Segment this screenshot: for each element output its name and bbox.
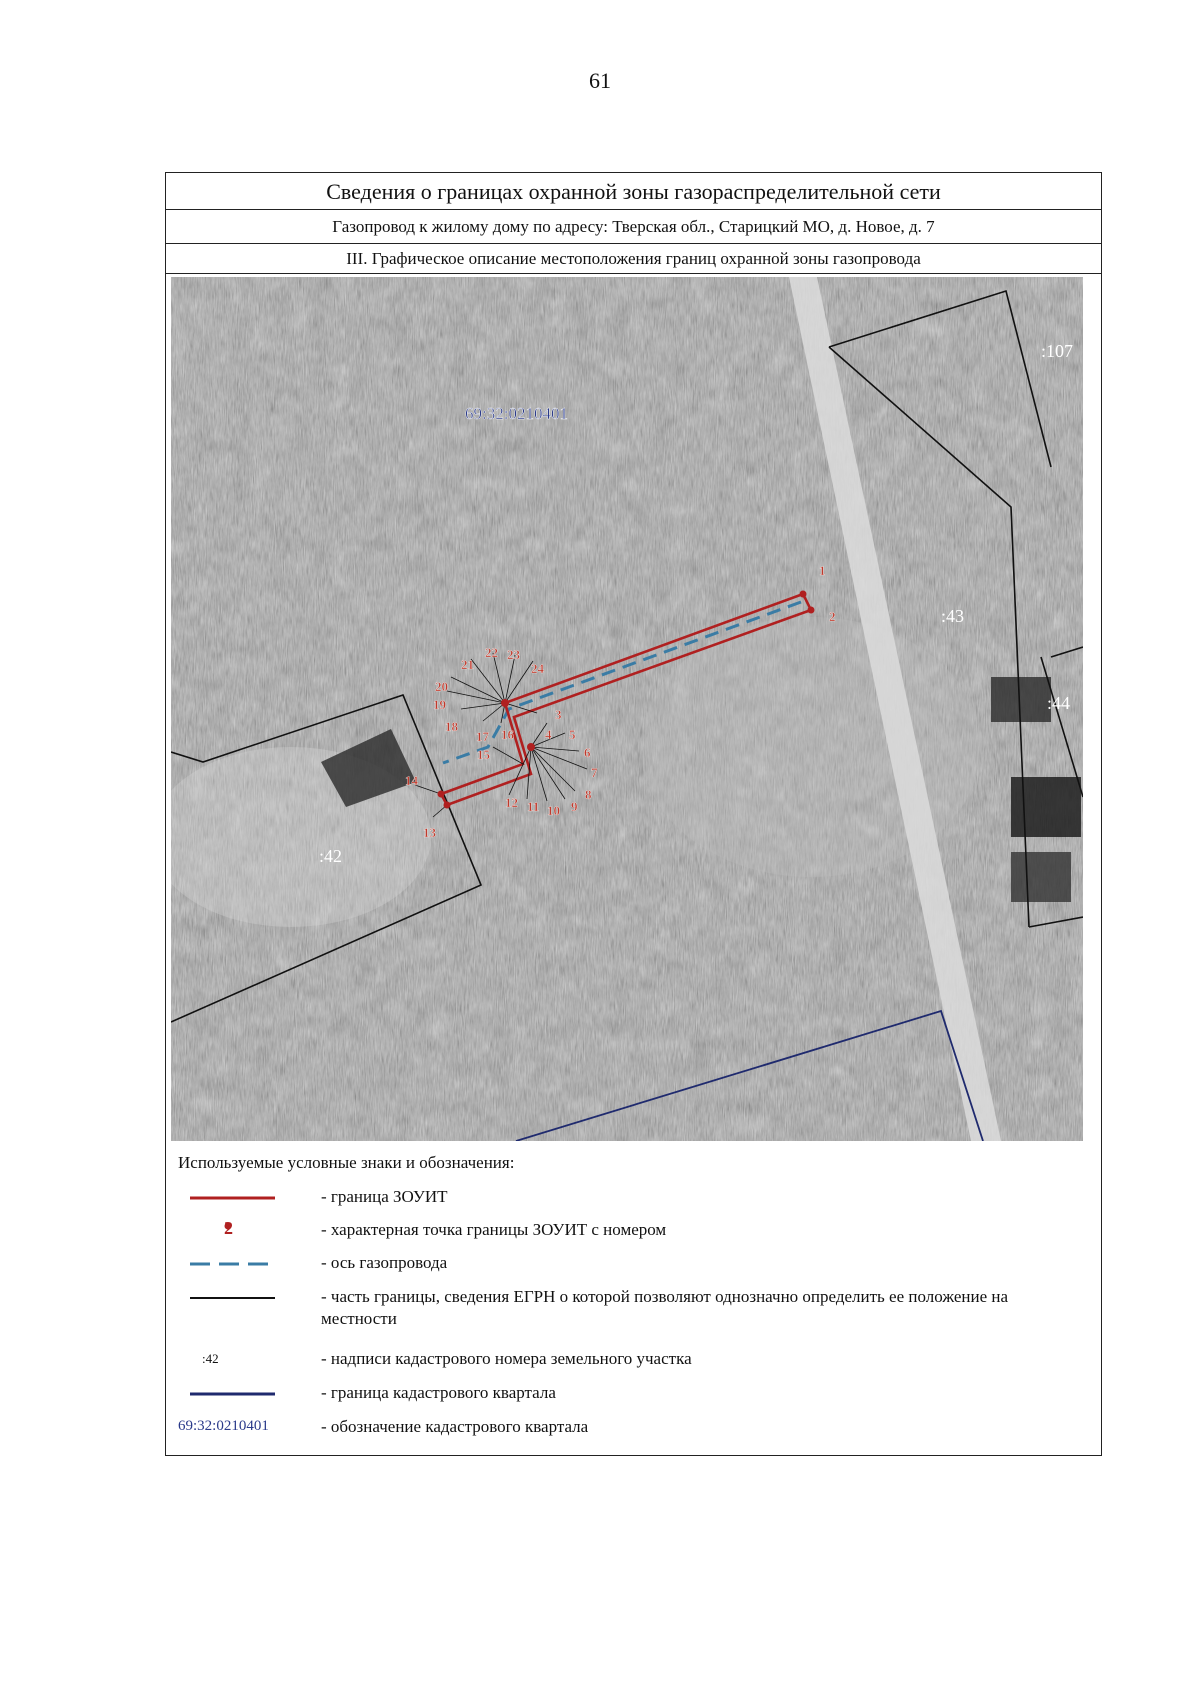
point-label: 1	[819, 563, 826, 578]
legend-item-parcel-label	[166, 1345, 1101, 1375]
legend-item-quarter-label	[166, 1413, 1101, 1443]
point-label: 12	[505, 795, 518, 810]
document-title: Сведения о границах охранной зоны газораспределительной сети	[166, 173, 1101, 210]
legend-item-pipe-axis	[166, 1249, 1101, 1279]
building	[1011, 777, 1081, 837]
info-frame	[165, 172, 1102, 1456]
navy-line-symbol	[178, 1379, 288, 1409]
legend-item-egrn-boundary	[166, 1283, 1101, 1331]
point-label: 3	[555, 707, 562, 722]
blue-dashed-line-symbol	[178, 1249, 288, 1279]
point-label: 20	[435, 679, 448, 694]
point-label: 9	[571, 799, 578, 814]
parcel-label-43: :43	[941, 606, 965, 626]
red-line-symbol	[178, 1183, 288, 1213]
point-label: 7	[591, 765, 598, 780]
parcel-label-44: :44	[1047, 693, 1071, 713]
point-label: 14	[405, 773, 418, 788]
legend-text: - надписи кадастрового номера земельного участка	[321, 1349, 692, 1368]
map-canvas	[171, 277, 1083, 1141]
legend-text: - ось газопровода	[321, 1253, 448, 1272]
quarter-label-symbol: 69:32:0210401	[178, 1418, 269, 1434]
section-heading: III. Графическое описание местоположения границ охранной зоны газопровода	[166, 244, 1101, 274]
building	[991, 677, 1051, 722]
red-dot-symbol	[178, 1216, 288, 1246]
legend-text: - граница кадастрового квартала	[321, 1383, 556, 1402]
legend-title: Используемые условные знаки и обозначения:	[178, 1153, 515, 1172]
point-label: 2	[829, 609, 836, 624]
point-label: 10	[547, 803, 560, 818]
point-label: 19	[433, 697, 446, 712]
point-label: 18	[445, 719, 458, 734]
point-label: 11	[527, 799, 540, 814]
point-label: 5	[569, 727, 576, 742]
object-address: Газопровод к жилому дому по адресу: Тверская обл., Старицкий МО, д. Новое, д. 7	[166, 210, 1101, 244]
legend-text: - обозначение кадастрового квартала	[321, 1417, 589, 1436]
legend-text: - граница ЗОУИТ	[321, 1187, 448, 1206]
point-label: 21	[461, 657, 474, 672]
building	[1011, 852, 1071, 902]
legend-item-boundary-point	[166, 1216, 1101, 1246]
parcel-label-symbol: :42	[202, 1351, 219, 1366]
legend-item-zone-boundary	[166, 1183, 1101, 1213]
parcel-label-42: :42	[319, 846, 343, 866]
aerial-map[interactable]	[171, 277, 1083, 1141]
point-label: 8	[585, 787, 592, 802]
page-number: 61	[589, 68, 611, 93]
point-label: 17	[476, 729, 489, 744]
quarter-label: 69:32:0210401	[465, 404, 568, 423]
point-label: 23	[507, 647, 520, 662]
point-label: 16	[501, 727, 514, 742]
black-line-symbol	[178, 1283, 288, 1313]
point-symbol-label: 2	[224, 1218, 233, 1238]
point-label: 22	[485, 645, 498, 660]
point-label: 24	[531, 661, 544, 676]
point-label: 6	[584, 745, 591, 760]
legend-text: - характерная точка границы ЗОУИТ с номером	[321, 1220, 667, 1239]
point-label: 13	[423, 825, 436, 840]
point-label: 4	[545, 727, 552, 742]
legend-item-quarter-boundary	[166, 1379, 1101, 1409]
legend-text: - часть границы, сведения ЕГРН о которой позволяют однозначно определить ее положение на местности	[321, 1287, 1009, 1328]
point-label: 15	[477, 747, 490, 762]
parcel-label-107: :107	[1041, 341, 1074, 361]
